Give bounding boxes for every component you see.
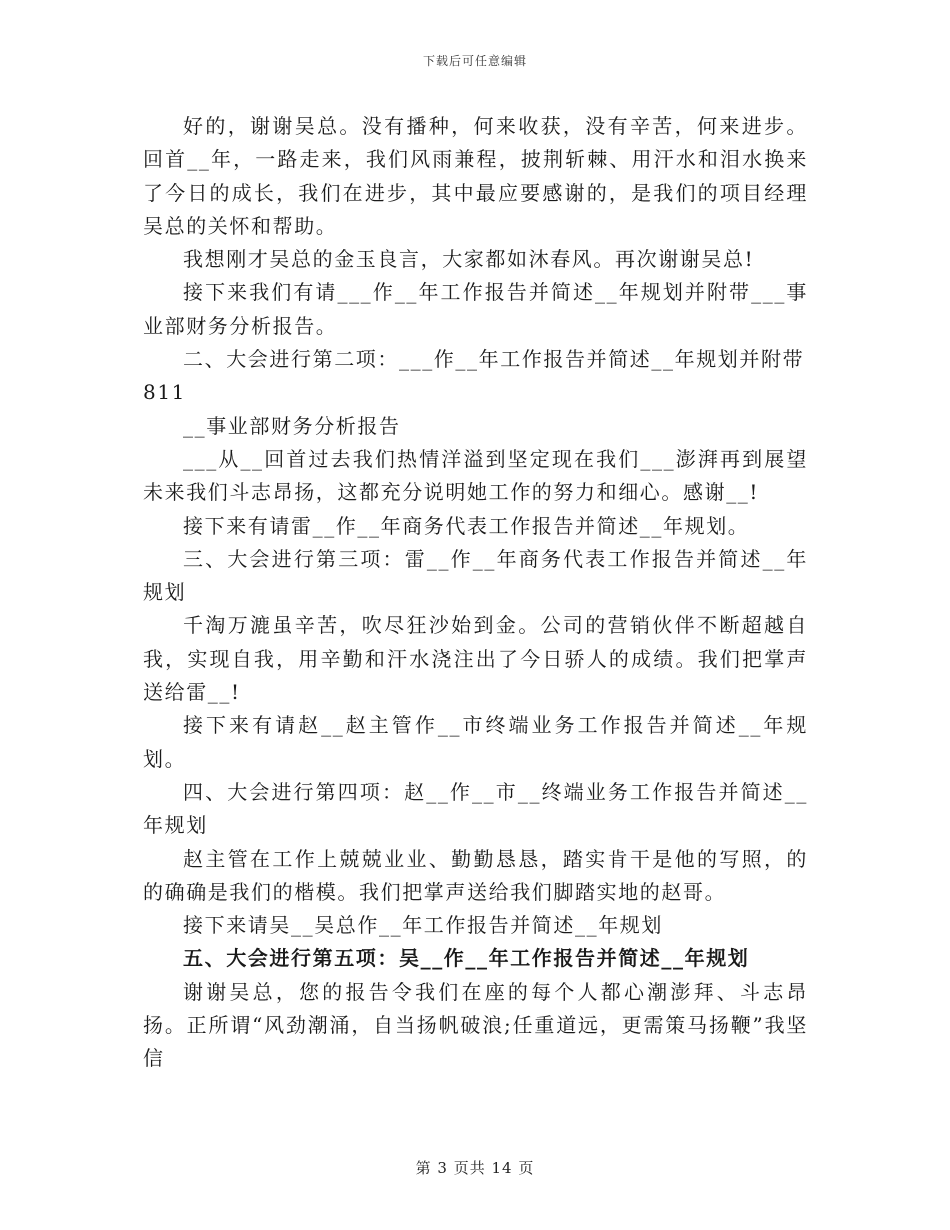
paragraph-praise-zhao: 赵主管在工作上兢兢业业、勤勤恳恳，踏实肯干是他的写照，的的确确是我们的楷模。我们把掌声送给我们脚踏实地的赵哥。 bbox=[143, 846, 808, 904]
paragraph-item-four: 四、大会进行第四项：赵__作__市__终端业务工作报告并简述__年规划 bbox=[143, 779, 808, 838]
paragraph-golden-words: 我想刚才吴总的金玉良言，大家都如沐春风。再次谢谢吴总! bbox=[183, 247, 755, 272]
paragraph-invite-wu: 接下来请吴__吴总作__年工作报告并简述__年规划 bbox=[183, 913, 663, 938]
paragraph-review-future: ___从__回首过去我们热情洋溢到坚定现在我们___澎湃再到展望未来我们斗志昂扬，这都充分说明她工作的努力和细心。感谢__! bbox=[143, 446, 808, 505]
paragraph-item-two: 二、大会进行第二项：___作__年工作报告并简述__年规划并附带 bbox=[183, 347, 805, 372]
paragraph-item-five: 五、大会进行第五项：吴__作__年工作报告并简述__年规划 bbox=[183, 946, 750, 971]
paragraph-invite-lei: 接下来有请雷__作__年商务代表工作报告并简述__年规划。 bbox=[183, 513, 750, 538]
paragraph-invite-report-1: 接下来我们有请___作__年工作报告并简述__年规划并附带___事业部财务分析报告。 bbox=[143, 280, 808, 338]
paragraph-finance-report: __事业部财务分析报告 bbox=[183, 413, 401, 438]
page-footer: 第 3 页共 14 页 bbox=[415, 1159, 535, 1177]
paragraph-thanks-wu-report: 谢谢吴总，您的报告令我们在座的每个人都心潮澎拜、斗志昂扬。正所谓“风劲潮涌，自当扬帆破浪;任重道远，更需策马扬鞭”我坚信 bbox=[143, 979, 808, 1071]
page-header: 下载后可任意编辑 bbox=[422, 54, 527, 68]
paragraph-thanks-wu: 好的，谢谢吴总。没有播种，何来收获，没有辛苦，何来进步。回首__年，一路走来，我们风雨兼程，披荆斩棘、用汗水和泪水换来了今日的成长，我们在进步，其中最应要感谢的，是我们的项目经理吴总的关怀和帮助。 bbox=[143, 114, 808, 238]
paragraph-number: 811 bbox=[143, 380, 186, 405]
paragraph-praise-lei: 千淘万漉虽辛苦，吹尽狂沙始到金。公司的营销伙伴不断超越自我，实现自我，用辛勤和汗水浇注出了今日骄人的成绩。我们把掌声送给雷__! bbox=[143, 613, 808, 705]
paragraph-invite-zhao: 接下来有请赵__赵主管作__市终端业务工作报告并简述__年规划。 bbox=[143, 713, 808, 771]
document-body bbox=[143, 110, 808, 1076]
paragraph-item-three: 三、大会进行第三项：雷__作__年商务代表工作报告并简述__年规划 bbox=[143, 546, 808, 605]
